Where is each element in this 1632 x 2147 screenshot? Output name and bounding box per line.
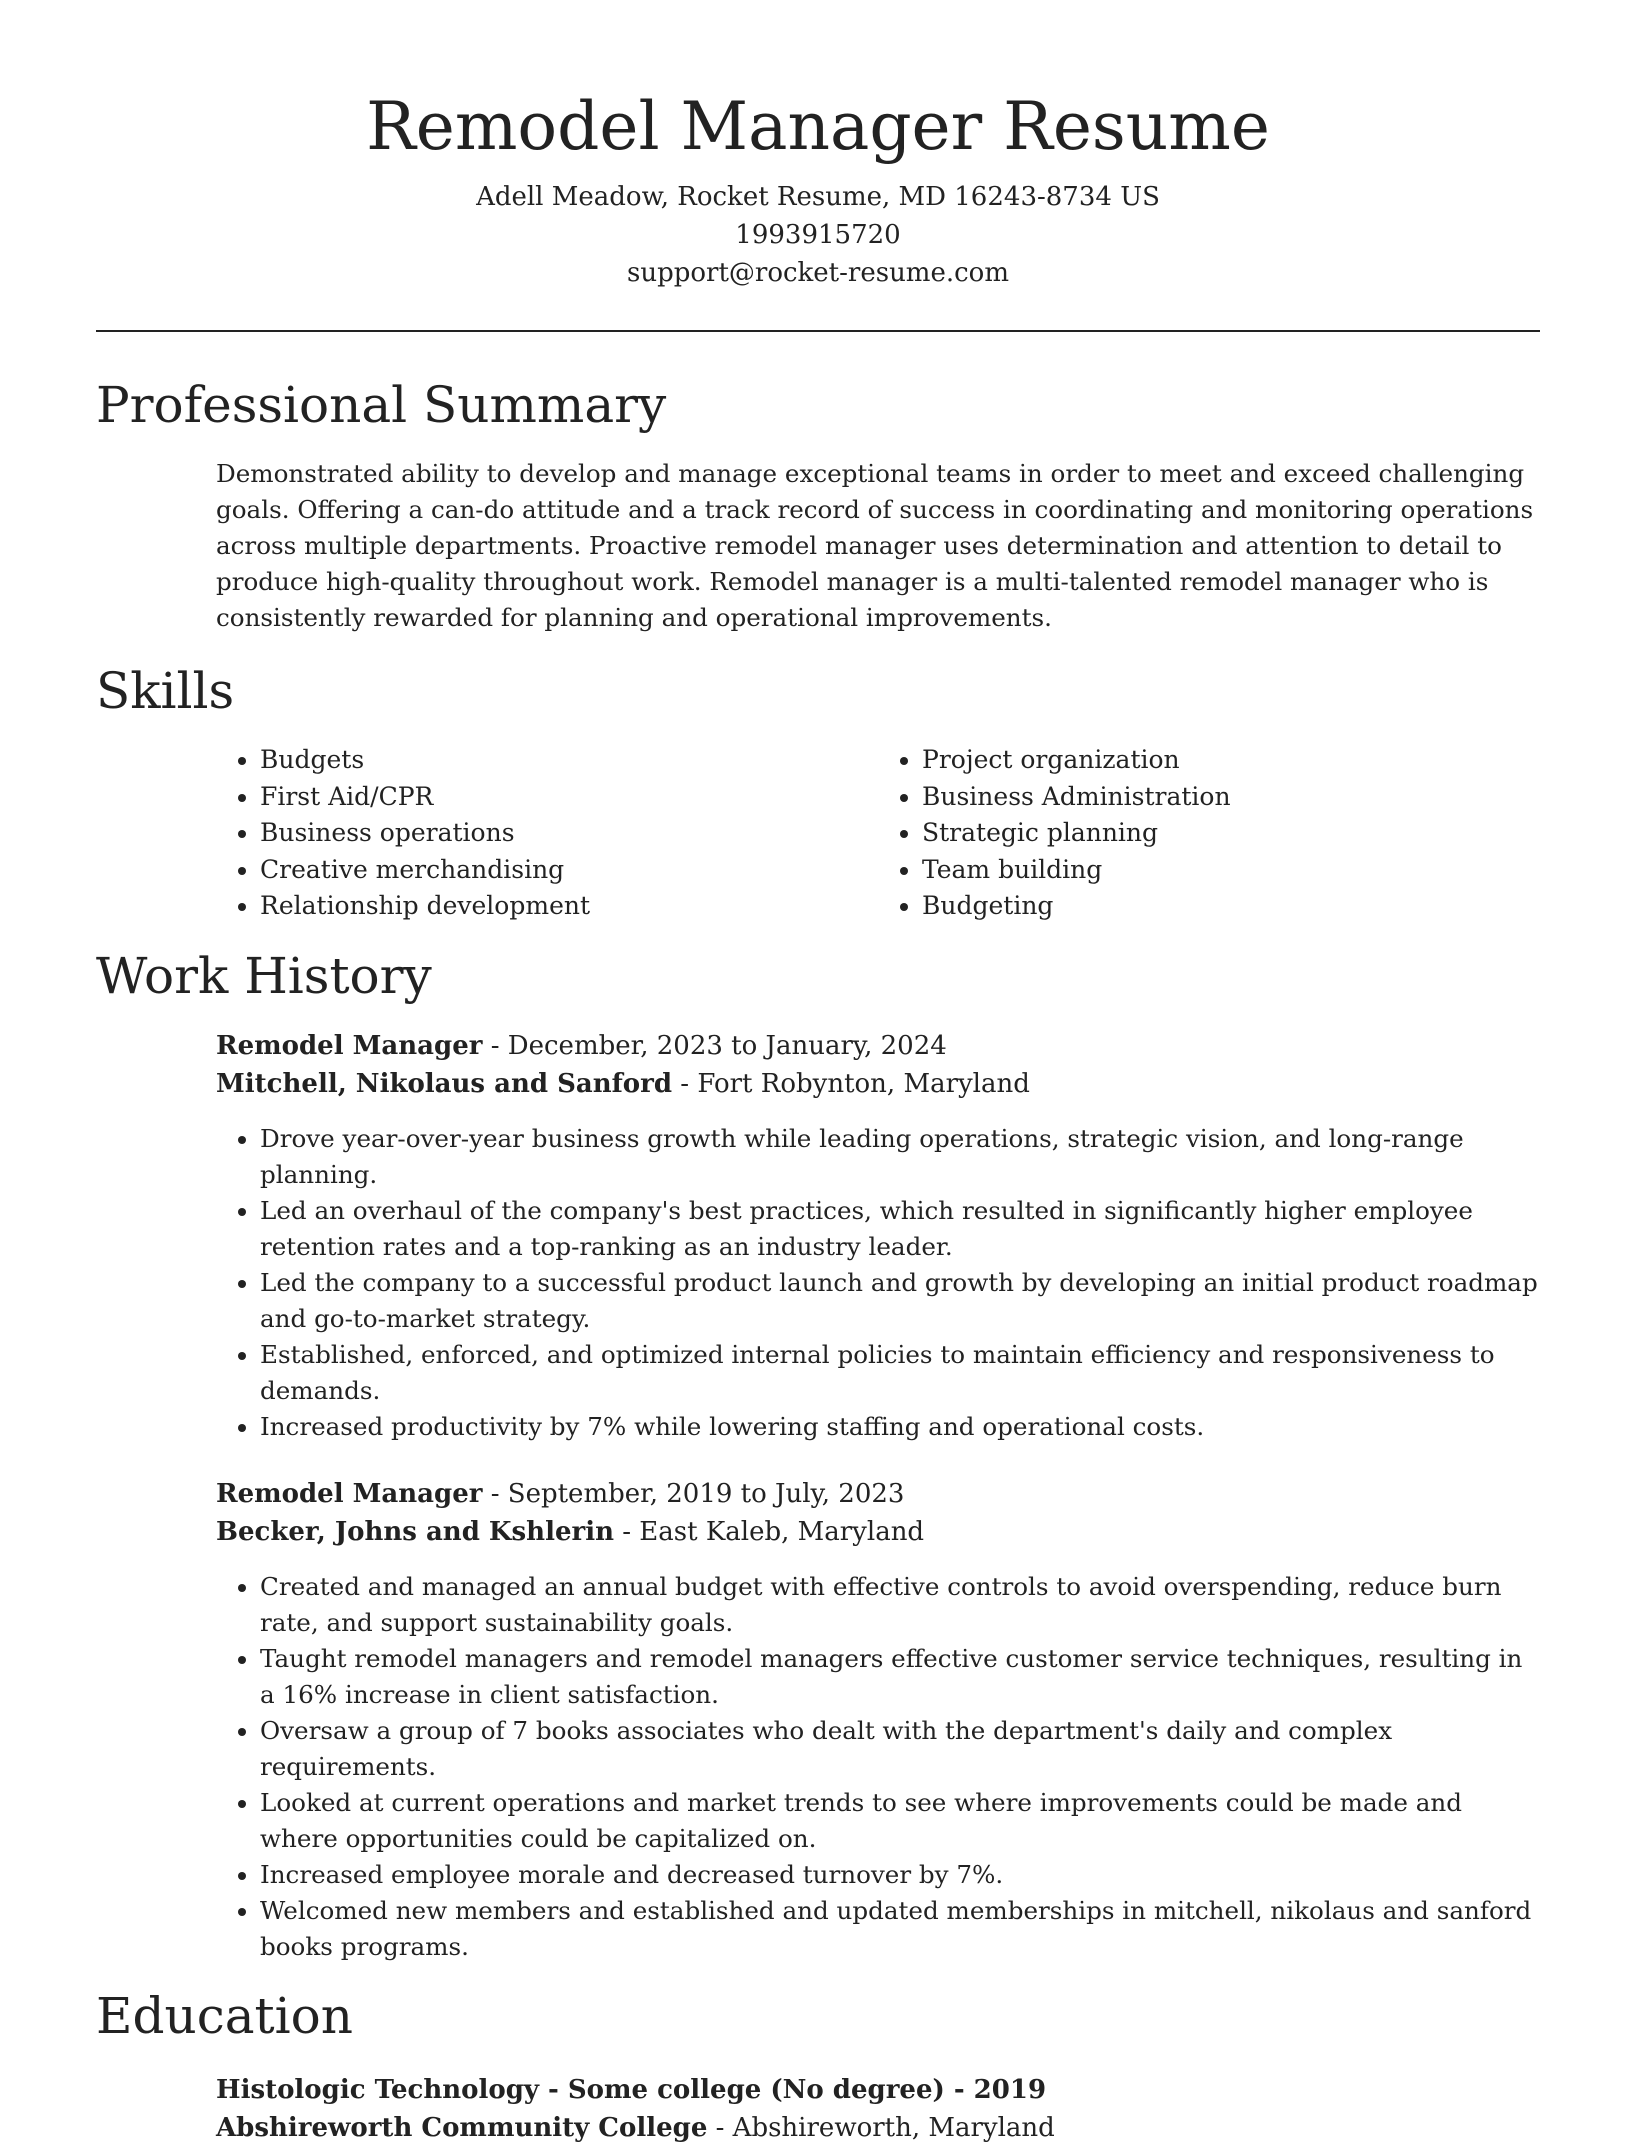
job-bullet: • Taught remodel managers and remodel managers effective customer service techniques, resulting in a 16% increase in client satisfaction.: [260, 1641, 1540, 1713]
skill-item: • Relationship development: [260, 888, 878, 925]
job-bullet: • Established, enforced, and optimized internal policies to maintain efficiency and responsiveness to demands.: [260, 1337, 1540, 1409]
skills-column-left: [216, 742, 878, 925]
education-location: - Abshireworth, Maryland: [707, 2112, 1055, 2143]
contact-phone: 1993915720: [735, 220, 901, 250]
contact-address: Adell Meadow, Rocket Resume, MD 16243-8734 US: [476, 182, 1160, 212]
job-title-line: [216, 1027, 1540, 1065]
resume-page: [96, 0, 1540, 2147]
job-bullet: • Welcomed new members and established and updated memberships in mitchell, nikolaus and sanford books programs.: [260, 1893, 1540, 1965]
summary-text: Demonstrated ability to develop and manage exceptional teams in order to meet and exceed challenging goals. Offering a can-do attitude and a track record of success in coordinating and monitoring operations across multiple departments. Proactive remodel manager uses determination and attention to detail to produce high-quality throughout work. Remodel manager is a multi-talented remodel manager who is consistently rewarded for planning and operational improvements.: [216, 459, 1534, 632]
job-bullet: • Increased productivity by 7% while lowering staffing and operational costs.: [260, 1409, 1540, 1445]
skill-item: • Budgeting: [922, 888, 1540, 925]
skill-item: • Business operations: [260, 815, 878, 852]
job-bullet: • Created and managed an annual budget with effective controls to avoid overspending, reduce burn rate, and support sustainability goals.: [260, 1569, 1540, 1641]
education-entry: [216, 2071, 1540, 2147]
skill-item: • Business Administration: [922, 779, 1540, 816]
job-company-line: [216, 1065, 1540, 1103]
education-heading: Education: [96, 1986, 353, 2045]
contact-email: support@rocket-resume.com: [626, 258, 1009, 288]
job-bullet: • Led an overhaul of the company's best practices, which resulted in significantly higher employee retention rates and a top-ranking as an industry leader.: [260, 1193, 1540, 1265]
skill-item: • Creative merchandising: [260, 852, 878, 889]
job-dates: - December, 2023 to January, 2024: [482, 1030, 947, 1061]
skill-item: • Project organization: [922, 742, 1540, 779]
job-title-line: [216, 1475, 1540, 1513]
job-company-line: [216, 1513, 1540, 1551]
job-location: - Fort Robynton, Maryland: [672, 1068, 1030, 1099]
contact-block: [96, 178, 1540, 292]
education-school-line: [216, 2109, 1540, 2147]
skills-list: [216, 742, 1540, 925]
job-title: Remodel Manager: [216, 1030, 483, 1061]
job-entry: [216, 1475, 1540, 1965]
job-bullet: • Looked at current operations and market trends to see where improvements could be made and where opportunities could be capitalized on.: [260, 1785, 1540, 1857]
job-entry: [216, 1027, 1540, 1445]
skill-item: • Budgets: [260, 742, 878, 779]
job-bullets: [216, 1121, 1540, 1445]
skill-item: • First Aid/CPR: [260, 779, 878, 816]
resume-title: Remodel Manager Resume: [366, 88, 1270, 165]
education-degree: Histologic Technology - Some college (No degree) - 2019: [216, 2074, 1047, 2105]
skills-heading: Skills: [96, 662, 235, 720]
skill-item: • Team building: [922, 852, 1540, 889]
job-location: - East Kaleb, Maryland: [613, 1516, 925, 1547]
job-bullets: [216, 1569, 1540, 1965]
job-title: Remodel Manager: [216, 1478, 483, 1509]
job-dates: - September, 2019 to July, 2023: [482, 1478, 905, 1509]
header-divider: [96, 330, 1540, 332]
skills-column-right: [878, 742, 1540, 925]
job-bullet: • Drove year-over-year business growth while leading operations, strategic vision, and long-range planning.: [260, 1121, 1540, 1193]
job-bullet: • Oversaw a group of 7 books associates who dealt with the department's daily and complex requirements.: [260, 1713, 1540, 1785]
job-company: Becker, Johns and Kshlerin: [216, 1516, 614, 1547]
job-company: Mitchell, Nikolaus and Sanford: [216, 1068, 673, 1099]
work-history-heading: Work History: [96, 946, 432, 1005]
education-school: Abshireworth Community College: [216, 2112, 708, 2143]
job-bullet: • Led the company to a successful product launch and growth by developing an initial product roadmap and go-to-market strategy.: [260, 1265, 1540, 1337]
job-bullet: • Increased employee morale and decreased turnover by 7%.: [260, 1857, 1540, 1893]
summary-heading: Professional Summary: [96, 376, 667, 434]
skill-item: • Strategic planning: [922, 815, 1540, 852]
